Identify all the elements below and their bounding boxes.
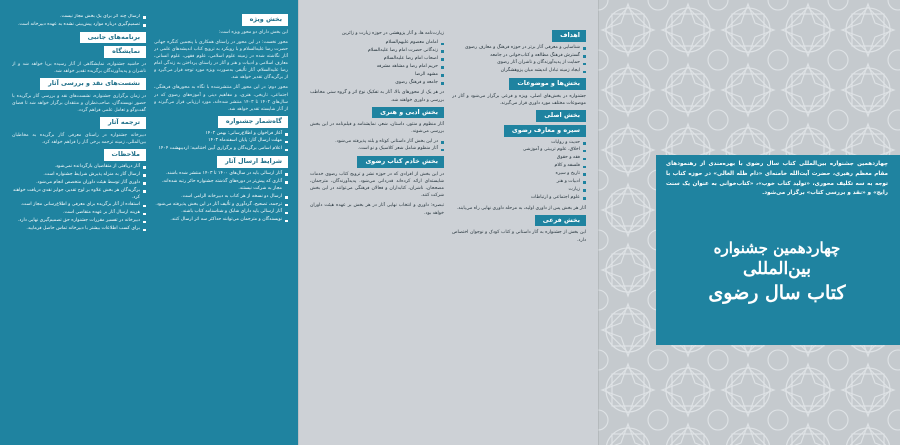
list-item: علوم اجتماعی و ارتباطات xyxy=(452,195,586,202)
section-heading: ترجمه آثار xyxy=(100,117,146,129)
list-item: آثاری که پیش‌تر در دوره‌های گذشته جشنواره حائز رتبه شده‌اند، مجاز به شرکت نیستند. xyxy=(154,179,288,193)
paragraph: این بخش از جشنواره به آثار داستانی و کتاب کودک و نوجوان اختصاص دارد. xyxy=(452,230,586,243)
section-heading: بخش اصلی xyxy=(536,110,586,122)
list-item: زیارت xyxy=(452,187,586,194)
paragraph: این بخش دارای دو محور ویژه است: xyxy=(218,29,288,35)
cover-title xyxy=(666,238,888,306)
list-item: نویسندگان و مترجمان می‌توانند حداکثر سه اثر ارسال کنند. xyxy=(154,217,288,224)
section-heading: شرایط ارسال آثار xyxy=(217,156,288,168)
bullet-list xyxy=(310,139,444,154)
paragraph: در هر یک از محورهای بالا، آثار به تفکیک نوع اثر و گروه سنی مخاطب بررسی و داوری خواهند شد. xyxy=(310,90,444,103)
list-item: اخلاق، علوم تربیتی و آموزشی xyxy=(452,147,586,154)
section-heading: نمایشگاه xyxy=(104,46,146,58)
paragraph: آثار منظوم و منثور، داستان، شعر، نمایشنامه و فیلم‌نامه در این بخش بررسی می‌شوند. xyxy=(310,122,444,135)
list-item: آثار ارسالی باید در سال‌های ۱۴۰۰ تا ۱۴۰۳ منتشر شده باشند. xyxy=(154,171,288,178)
list-item: تاریخ و سیره xyxy=(452,171,586,178)
list-item: امامان معصوم علیهم‌السلام xyxy=(310,40,444,47)
list-item: حمایت از پدیدآورندگان و ناشران آثار رضوی xyxy=(452,60,586,67)
list-item: مشهد الرضا xyxy=(310,72,444,79)
section-heading: بخش خادم کتاب رضوی xyxy=(357,156,444,168)
bullet-list xyxy=(452,45,586,76)
cover-intro-text: چهاردهمین جشنواره بین‌المللی کتاب سال رضوی با بهره‌مندی از رهنمودهای مقام معظم رهبری، حضرت آیت‌الله خامنه‌ای «دام ظله العالی» در حوزه کتاب با توجه به سه تکلیف محوری، «تولید کتاب خوب»، «کتاب‌خوانی به عنوان یک سنت رایج» و «نقد و بررسی کتاب» برگزار می‌شود. xyxy=(666,161,888,197)
fold-line xyxy=(298,0,299,445)
middle-panel-left-column xyxy=(310,30,444,435)
section-heading: بخش فرعی xyxy=(535,215,586,227)
list-item: حریم امام رضا و مشاهد مشرفه xyxy=(310,64,444,71)
paragraph: در حاشیه جشنواره، نمایشگاهی از آثار رسیده برپا خواهد شد و از ناشران و پدیدآورندگان برگزیده تقدیر خواهد شد. xyxy=(12,62,146,75)
bullet-list xyxy=(154,131,288,154)
section-heading: ملاحظات xyxy=(104,149,146,161)
bullet-list xyxy=(12,14,146,29)
middle-panel xyxy=(298,0,598,445)
list-item: برای کسب اطلاعات بیشتر با دبیرخانه تماس حاصل فرمایید. xyxy=(12,226,146,233)
list-item: گسترش فرهنگ مطالعه و کتاب‌خوانی در جامعه xyxy=(452,53,586,60)
list-item: فلسفه و کلام xyxy=(452,163,586,170)
list-item: ارسال دو نسخه از هر کتاب به دبیرخانه الزامی است. xyxy=(154,194,288,201)
cover-panel xyxy=(598,0,900,445)
section-heading: بخش ویژه xyxy=(242,14,288,26)
list-item: جامعه و فرهنگ رضوی xyxy=(310,80,444,87)
paragraph: دبیرخانه جشنواره در راستای معرفی آثار برگزیده به مخاطبان بین‌المللی، زمینه ترجمه برخی آثار را فراهم خواهد کرد. xyxy=(12,133,146,146)
list-item: ایجاد زمینه تبادل اندیشه میان پژوهشگران xyxy=(452,68,586,75)
bullet-list xyxy=(452,140,586,202)
list-item: تصمیم‌گیری درباره موارد پیش‌بینی نشده به عهده دبیرخانه است. xyxy=(12,22,146,29)
middle-panel-right-column xyxy=(452,30,586,435)
list-item: هزینه ارسال آثار بر عهده متقاضی است. xyxy=(12,210,146,217)
list-item: ارسال چند اثر برای یک بخش مجاز نیست. xyxy=(12,14,146,21)
list-item: آثار دریافتی از متقاضیان بازگردانده نمی‌شود. xyxy=(12,164,146,171)
list-item: آغاز فراخوان و اطلاع‌رسانی: بهمن ۱۴۰۲ xyxy=(154,131,288,138)
list-item: داوری آثار توسط هیئت داوران متخصص انجام می‌شود. xyxy=(12,180,146,187)
bullet-list xyxy=(12,164,146,233)
list-item: آثار ارسالی باید دارای شابک و شناسنامه کتاب باشند. xyxy=(154,209,288,216)
list-item: در این بخش آثار داستانی کوتاه و بلند پذیرفته می‌شود. xyxy=(310,139,444,146)
title-line-1: چهاردهمین جشنواره xyxy=(713,239,841,257)
section-heading: گاه‌شمار جشنواره xyxy=(218,116,288,128)
list-item: مهلت ارسال آثار: پایان اسفندماه ۱۴۰۳ xyxy=(154,138,288,145)
left-panel xyxy=(0,0,298,445)
paragraph: تبصره: داوری و انتخاب نهایی آثار در هر بخش بر عهده هیئت داوران خواهد بود. xyxy=(310,203,444,216)
section-heading: نشست‌های نقد و بررسی آثار xyxy=(40,78,146,90)
fold-line xyxy=(598,0,599,445)
list-item: حدیث و روایات xyxy=(452,140,586,147)
list-item: زندگانی حضرت امام رضا علیه‌السلام xyxy=(310,48,444,55)
title-line-3: کتاب سال رضوی xyxy=(708,282,846,305)
list-item: ارسال آثار به منزله پذیرش شرایط جشنواره است. xyxy=(12,172,146,179)
list-item: آثار منظوم شامل شعر کلاسیک و نو است. xyxy=(310,146,444,153)
section-heading: بخش‌ها و موضوعات xyxy=(509,78,586,90)
paragraph: در زمان برگزاری جشنواره، نشست‌های نقد و بررسی آثار برگزیده با حضور نویسندگان، صاحب‌نظران و منتقدان برگزار خواهد شد تا فضای گفت‌وگو و تعامل علمی فراهم گردد. xyxy=(12,94,146,114)
paragraph: محور نخست: در این محور در راستای همکاری با پنجمین کنگره جهانی حضرت رضا علیه‌السلام و با رویکرد به ترویج کتاب اندیشه‌های علمی در آثار نگاشته شده در زمینه علوم اسلامی، علوم فقهی، علوم انسانی، معارف اسلامی و ادبیات و هنر و آثار در راستای پرداختن به زندگی امام رضا علیه‌السلام، آثار تألیفی به‌صورت ویژه مورد توجه قرار می‌گیرد و از برگزیدگان تقدیر خواهد شد. xyxy=(154,39,288,81)
list-item: ادبیات و هنر xyxy=(452,179,586,186)
paragraph: آثار هر بخش پس از داوری اولیه، به مرحله داوری نهایی راه می‌یابند. xyxy=(456,205,586,211)
bullet-list xyxy=(154,171,288,224)
bullet-list xyxy=(310,40,444,86)
list-item: شناسایی و معرفی آثار برتر در حوزه فرهنگ و معارف رضوی xyxy=(452,45,586,52)
title-line-2: بین‌المللی xyxy=(743,259,811,280)
list-item: فقه و حقوق xyxy=(452,155,586,162)
section-heading: برنامه‌های جانبی xyxy=(80,32,146,44)
list-item: دبیرخانه در تفسیر مقررات جشنواره حق تصمیم‌گیری نهایی دارد. xyxy=(12,218,146,225)
section-heading: اهداف xyxy=(552,30,586,42)
list-item: ترجمه، تصحیح، گردآوری و تألیف آثار در این بخش پذیرفته می‌شود. xyxy=(154,202,288,209)
paragraph: در این بخش از افرادی که در حوزه نشر و ترویج کتاب رضوی خدمات شایسته‌ای ارائه کرده‌اند قدردانی می‌شود. پدیدآورندگان، مترجمان، مصححان، ناشران، کتابداران و فعالان فرهنگی می‌توانند در این بخش شرکت کنند. xyxy=(310,172,444,199)
list-item: اعلام اسامی برگزیدگان و برگزاری آیین اختتامیه: اردیبهشت ۱۴۰۴ xyxy=(154,146,288,153)
section-heading: سیره و معارف رضوی xyxy=(504,125,586,137)
paragraph: جشنواره در بخش‌های اصلی، ویژه و فرعی برگزار می‌شود و آثار در موضوعات مختلف مورد داوری قرار می‌گیرند. xyxy=(452,93,586,107)
section-heading: بخش ادبی و هنری xyxy=(372,107,444,119)
left-panel-right-column xyxy=(154,14,288,435)
list-item: برگزیدگان هر بخش علاوه بر لوح تقدیر، جوایز نقدی دریافت خواهند کرد. xyxy=(12,188,146,202)
paragraph: زیارت‌نامه ها، و آثار پژوهشی در حوزه زیارت و زائرین xyxy=(341,31,444,36)
left-panel-left-column xyxy=(12,14,146,435)
paragraph: محور دوم: در این محور آثار منتشرشده با نگاه به محورهای فرهنگی، اجتماعی، تاریخی، هنری، و مفاهیم دینی و آموزه‌های رضوی که در سال‌های ۱۴۰۲ تا ۱۴۰۳ منتشر شده‌اند، مورد ارزیابی قرار می‌گیرند و از آثار شایسته تقدیر خواهد شد. xyxy=(154,85,288,112)
list-item: استفاده از آثار برگزیده برای معرفی و اطلاع‌رسانی مجاز است. xyxy=(12,202,146,209)
list-item: اصحاب امام رضا علیه‌السلام xyxy=(310,56,444,63)
